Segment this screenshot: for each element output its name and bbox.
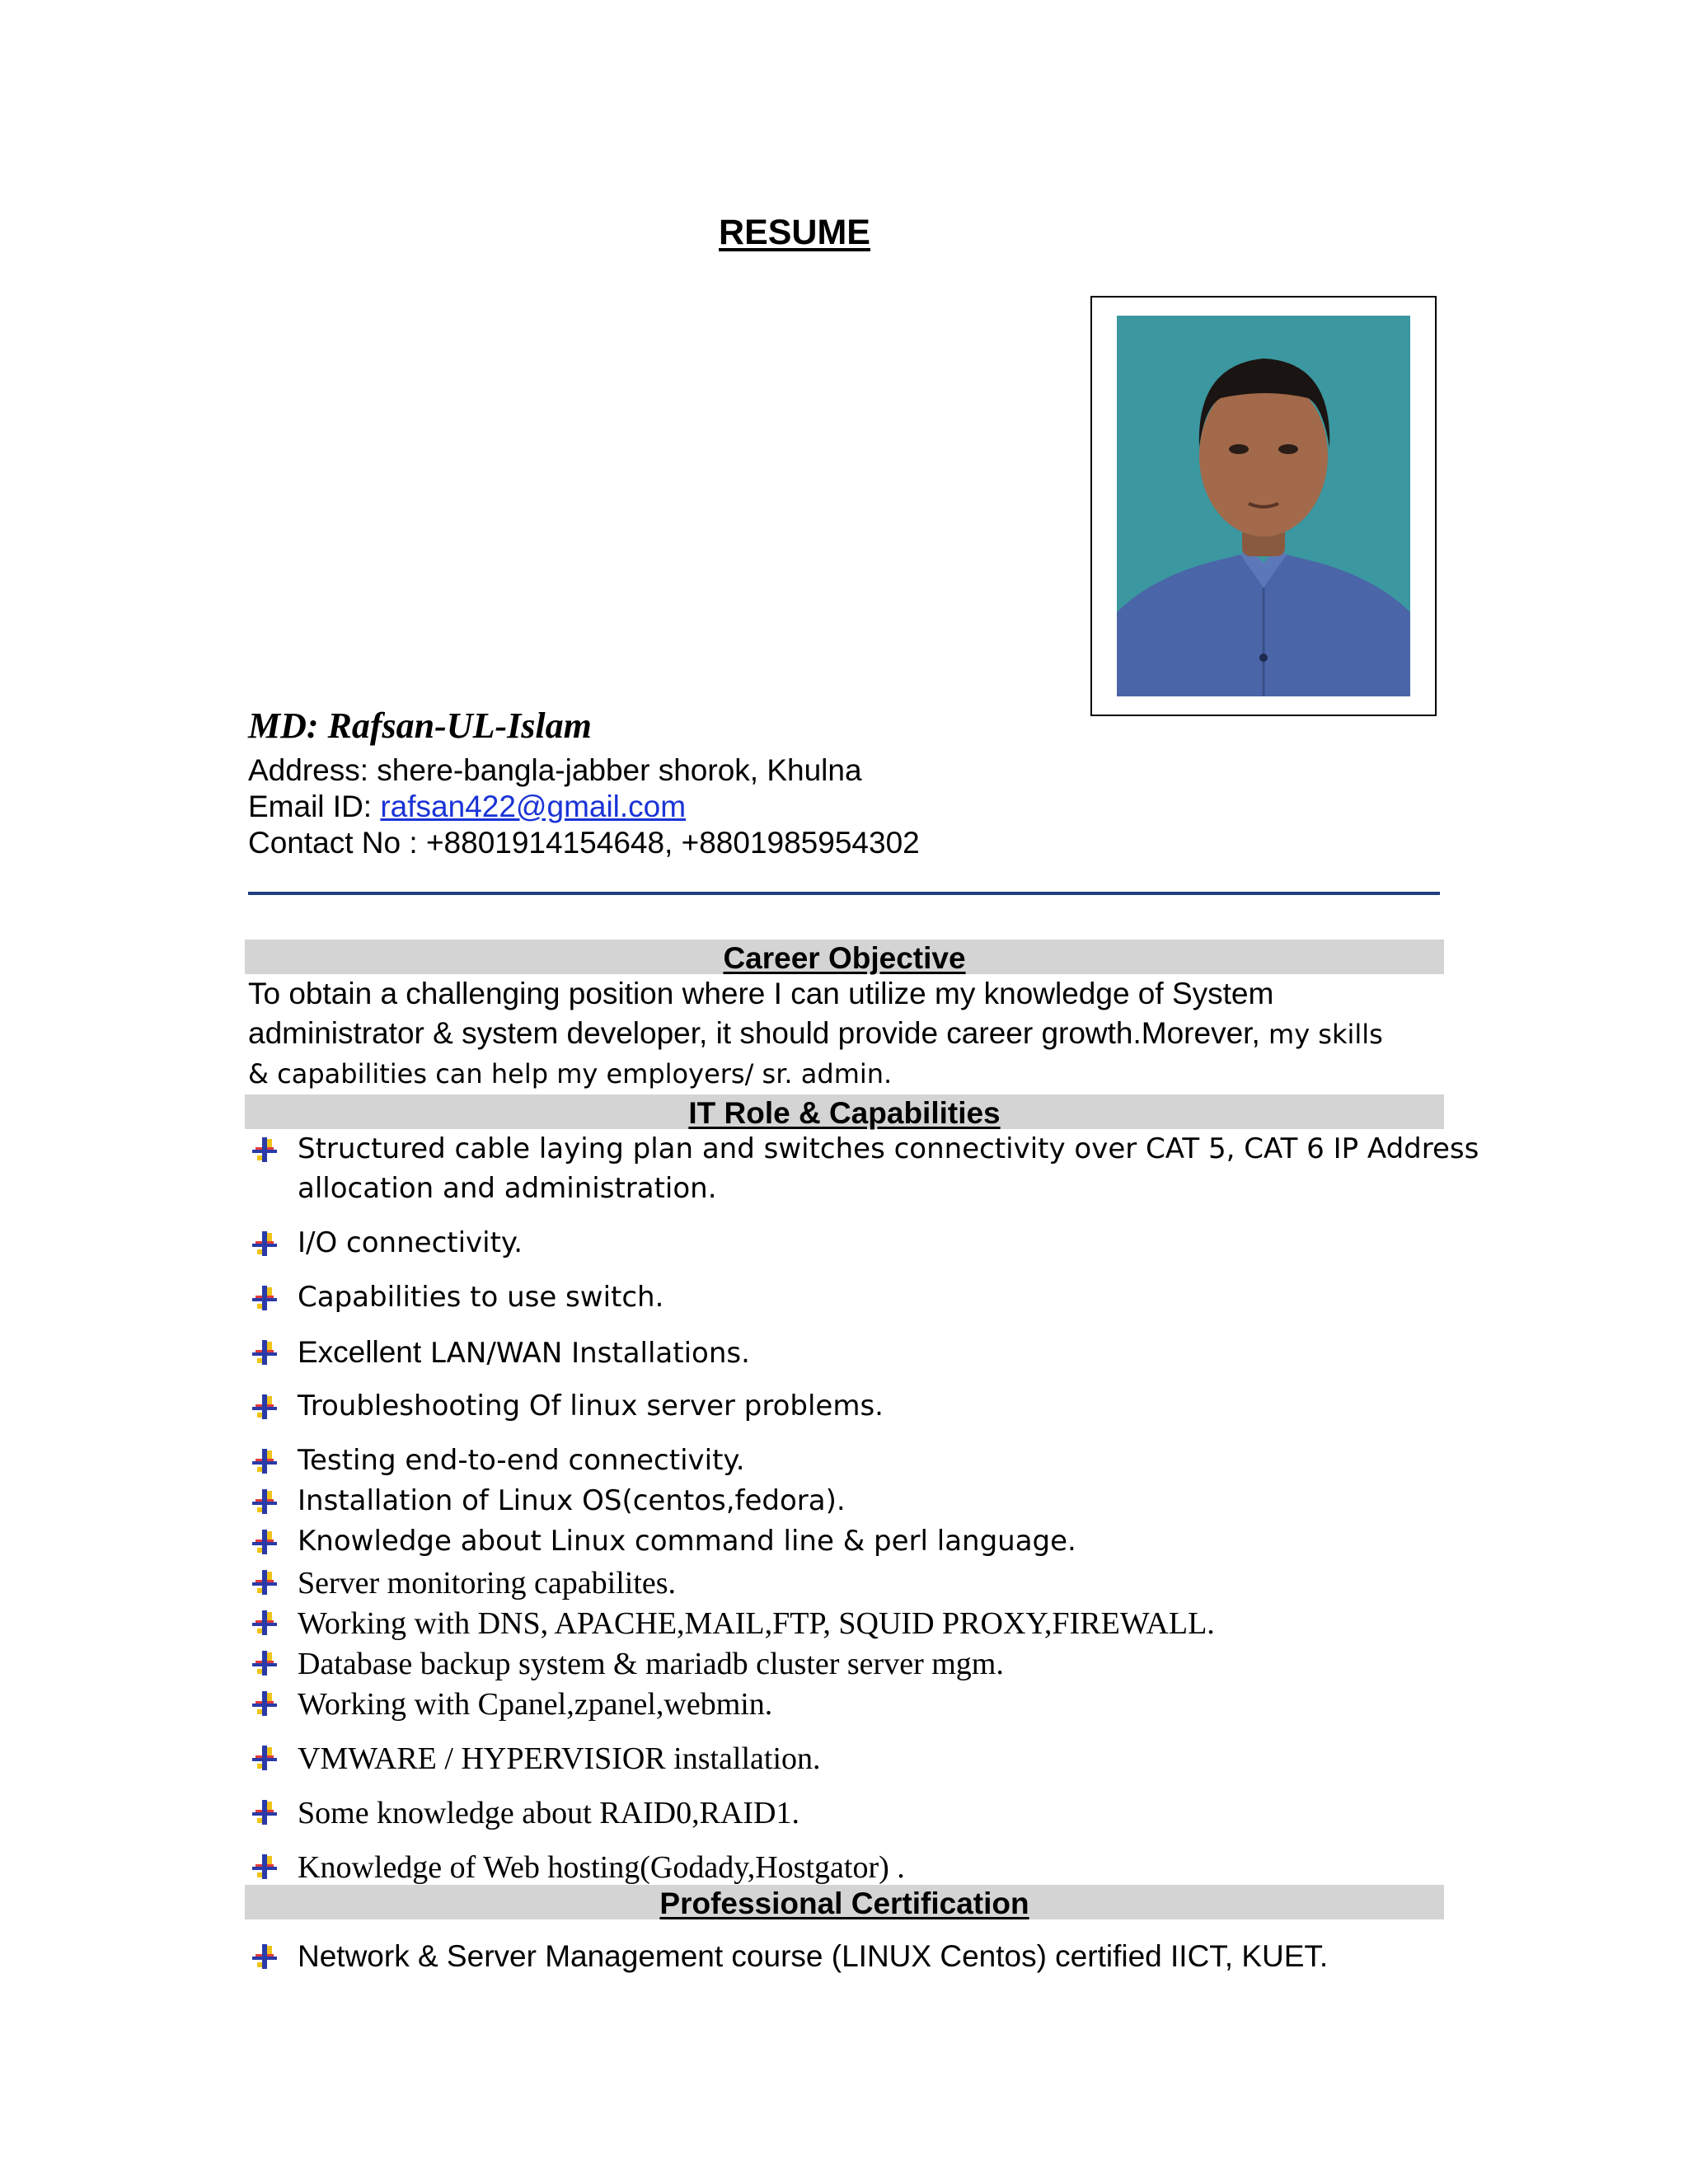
bullet-icon xyxy=(251,1690,279,1718)
email-line xyxy=(248,790,686,824)
contact-line xyxy=(248,826,920,860)
address-label: Address: xyxy=(248,753,377,787)
list-item: Working with DNS, APACHE,MAIL,FTP, SQUID PROXY,FIREWALL. xyxy=(251,1605,1446,1643)
list-item: Excellent LAN/WAN Installations. xyxy=(251,1335,1446,1373)
career-objective-heading xyxy=(245,940,1444,974)
bullet-icon xyxy=(251,1528,279,1556)
list-item: I/O connectivity. xyxy=(251,1226,1446,1264)
list-item-continuation: allocation and administration. xyxy=(298,1172,717,1205)
bullet-icon xyxy=(251,1568,279,1596)
bullet-icon xyxy=(251,1230,279,1258)
person-portrait-icon xyxy=(1117,316,1410,696)
bullet-icon xyxy=(251,1853,279,1881)
bullet-icon xyxy=(251,1447,279,1475)
list-item: Knowledge of Web hosting(Godady,Hostgator) . xyxy=(251,1849,1446,1887)
bullet-icon xyxy=(251,1798,279,1826)
email-link[interactable]: rafsan422@gmail.com xyxy=(380,790,687,823)
profile-photo xyxy=(1117,316,1410,696)
header-divider xyxy=(248,892,1440,895)
address-line xyxy=(248,753,862,788)
certification-title: Professional Certification xyxy=(659,1886,1029,1920)
certification-heading xyxy=(245,1885,1444,1919)
career-line-3: & capabilities can help my employers/ sr. admin. xyxy=(248,1058,893,1090)
bullet-icon xyxy=(251,1609,279,1637)
list-item: Server monitoring capabilites. xyxy=(251,1565,1446,1603)
career-line-1: To obtain a challenging position where I can utilize my knowledge of System xyxy=(248,977,1274,1010)
list-item: Structured cable laying plan and switches connectivity over CAT 5, CAT 6 IP Address xyxy=(251,1132,1446,1170)
bullet-icon xyxy=(251,1943,279,1971)
bullet-icon xyxy=(251,1744,279,1772)
bullet-icon xyxy=(251,1488,279,1516)
list-item: Troubleshooting Of linux server problems. xyxy=(251,1390,1446,1427)
list-item: Knowledge about Linux command line & perl language. xyxy=(251,1525,1446,1563)
address-value: shere-bangla-jabber shorok, Khulna xyxy=(377,753,862,787)
list-item: Testing end-to-end connectivity. xyxy=(251,1444,1446,1482)
career-objective-text xyxy=(248,974,1443,1094)
email-label: Email ID: xyxy=(248,790,381,823)
list-item: Database backup system & mariadb cluster server mgm. xyxy=(251,1646,1446,1684)
bullet-icon xyxy=(251,1649,279,1677)
bullet-icon xyxy=(251,1338,279,1366)
resume-title: RESUME xyxy=(719,213,870,252)
career-line-2: administrator & system developer, it should provide career growth.Morever, my skills xyxy=(248,1016,1383,1050)
contact-value: +8801914154648, +8801985954302 xyxy=(425,826,920,860)
certification-item: Network & Server Management course (LINUX Centos) certified IICT, KUET. xyxy=(251,1939,1446,1977)
list-item: VMWARE / HYPERVISIOR installation. xyxy=(251,1741,1446,1779)
career-objective-title: Career Objective xyxy=(723,941,966,975)
bullet-icon xyxy=(251,1284,279,1312)
list-item: Installation of Linux OS(centos,fedora). xyxy=(251,1484,1446,1522)
bullet-icon xyxy=(251,1136,279,1164)
candidate-name: MD: Rafsan-UL-Islam xyxy=(248,705,592,746)
it-role-heading xyxy=(245,1094,1444,1129)
profile-photo-frame xyxy=(1090,296,1437,716)
it-role-title: IT Role & Capabilities xyxy=(688,1096,1001,1130)
bullet-icon xyxy=(251,1393,279,1421)
list-item: Some knowledge about RAID0,RAID1. xyxy=(251,1795,1446,1833)
list-item: Working with Cpanel,zpanel,webmin. xyxy=(251,1686,1446,1724)
list-item: Capabilities to use switch. xyxy=(251,1281,1446,1319)
contact-label: Contact No : xyxy=(248,826,426,860)
